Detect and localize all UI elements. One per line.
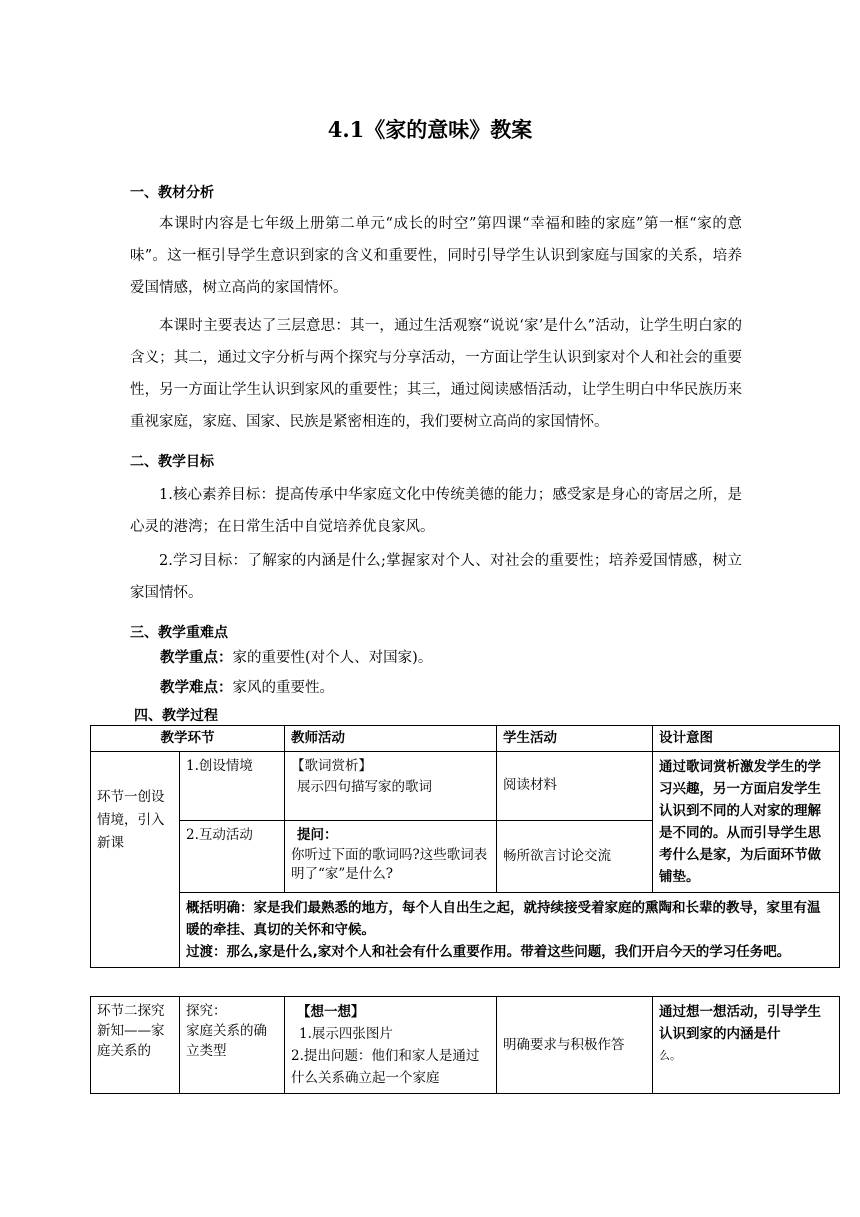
process-table-1 — [90, 725, 840, 968]
teacher-cell-2 — [285, 820, 497, 892]
process-table-2 — [90, 996, 840, 1094]
analysis-paragraph-1: 本课时内容是七年级上册第二单元“成长的时空”第四课“幸福和睦的家庭”第一框“家的意味”。这一框引导学生意识到家的含义和重要性，同时引导学生认识到家庭与国家的关系，培养爱国情感，树立高尚的家国情怀。 — [130, 216, 742, 296]
think-tag: 【想一想】 — [297, 1004, 365, 1020]
summary-conclusion: 概括明确：家是我们最熟悉的地方，每个人自出生之起，就持续接受着家庭的熏陶和长辈的教导，家里有温暖的牵挂、真切的关怀和守候。 — [186, 900, 821, 938]
substage-label: 探究： — [186, 1003, 227, 1019]
teacher-cell-3 — [285, 997, 497, 1094]
stage-cell-2 — [91, 997, 180, 1094]
intent-cell-1: 通过歌词赏析激发学生的学习兴趣，另一方面启发学生认识到不同的人对家的理解是不同的。从而引导学生思考什么是家，为后面环节做铺垫。 — [653, 752, 840, 893]
header-student: 学生活动 — [497, 726, 653, 752]
stage-text: 环节一创设情境，引入新课 — [97, 789, 165, 851]
intent-cell-2 — [653, 997, 840, 1094]
substage-cell-1: 1.创设情境 — [180, 752, 285, 821]
stage-text-2: 环节二探究新知——家庭关系的 — [97, 1003, 165, 1059]
key-point-line — [160, 646, 432, 667]
goals-paragraph-2: 2.学习目标：了解家的内涵是什么;掌握家对个人、对社会的重要性；培养爱国情感，树立家国情怀。 — [130, 553, 742, 601]
teacher-step-1: 1.展示四张图片 — [299, 1026, 393, 1042]
student-cell-1: 阅读材料 — [497, 752, 653, 821]
teacher-cell-1 — [285, 752, 497, 821]
header-stage: 教学环节 — [91, 726, 285, 752]
section-heading-analysis: 一、教材分析 — [130, 185, 214, 201]
table-row — [91, 893, 840, 968]
table-row — [91, 752, 840, 821]
header-intent: 设计意图 — [653, 726, 840, 752]
teacher-question-label: 提问： — [297, 826, 338, 843]
intent-text-2: 通过想一想活动，引导学生认识到家的内涵是什 — [659, 1004, 821, 1042]
teacher-activity-text: 展示四句描写家的歌词 — [297, 779, 432, 795]
header-teacher: 教师活动 — [285, 726, 497, 752]
section-heading-keypoints: 三、教学重难点 — [130, 625, 228, 641]
section-heading-process: 四、教学过程 — [134, 708, 218, 724]
stage-cell — [91, 752, 180, 968]
analysis-paragraph-2: 本课时主要表达了三层意思：其一，通过生活观察“说说‘家’是什么”活动，让学生明白家的含义；其二，通过文字分析与两个探究与分享活动，一方面让学生认识到家对个人和社会的重要性，另一方面让学生认识到家风的重要性；其三，通过阅读感悟活动，让学生明白中华民族历来重视家庭，家庭、国家、民族是紧密相连的，我们要树立高尚的家国情怀。 — [130, 318, 742, 430]
table-header-row — [91, 726, 840, 752]
substage-cell-2: 2.互动活动 — [180, 820, 285, 892]
summary-cell — [180, 893, 840, 968]
teacher-activity-tag: 【歌词赏析】 — [291, 758, 372, 774]
student-cell-3: 明确要求与积极作答 — [497, 997, 653, 1094]
goals-paragraph-1: 1.核心素养目标：提高传承中华家庭文化中传统美德的能力；感受家是身心的寄居之所，是心灵的港湾；在日常生活中自觉培养优良家风。 — [130, 487, 742, 535]
difficulty-text: 家风的重要性。 — [232, 680, 334, 696]
summary-transition: 过渡：那么,家是什么,家对个人和社会有什么重要作用。带着这些问题，我们开启今天的学习任务吧。 — [186, 944, 791, 960]
document-title: 4.1《家的意味》教案 — [327, 117, 533, 142]
teacher-question-text: 你听过下面的歌词吗?这些歌词表明了“家”是什么? — [291, 846, 488, 882]
key-point-text: 家的重要性(对个人、对国家)。 — [232, 650, 433, 666]
substage-cell-3 — [180, 997, 285, 1094]
student-cell-2: 畅所欲言讨论交流 — [497, 820, 653, 892]
table-row — [91, 997, 840, 1094]
difficulty-line — [160, 676, 334, 697]
teacher-step-2: 2.提出问题：他们和家人是通过什么关系确立起一个家庭 — [291, 1048, 480, 1086]
substage-text: 家庭关系的确立类型 — [186, 1023, 267, 1059]
key-point-label: 教学重点： — [160, 650, 233, 666]
intent-text-2-end: 么。 — [659, 1049, 681, 1062]
difficulty-label: 教学难点： — [160, 680, 233, 696]
section-heading-goals: 二、教学目标 — [130, 454, 214, 470]
